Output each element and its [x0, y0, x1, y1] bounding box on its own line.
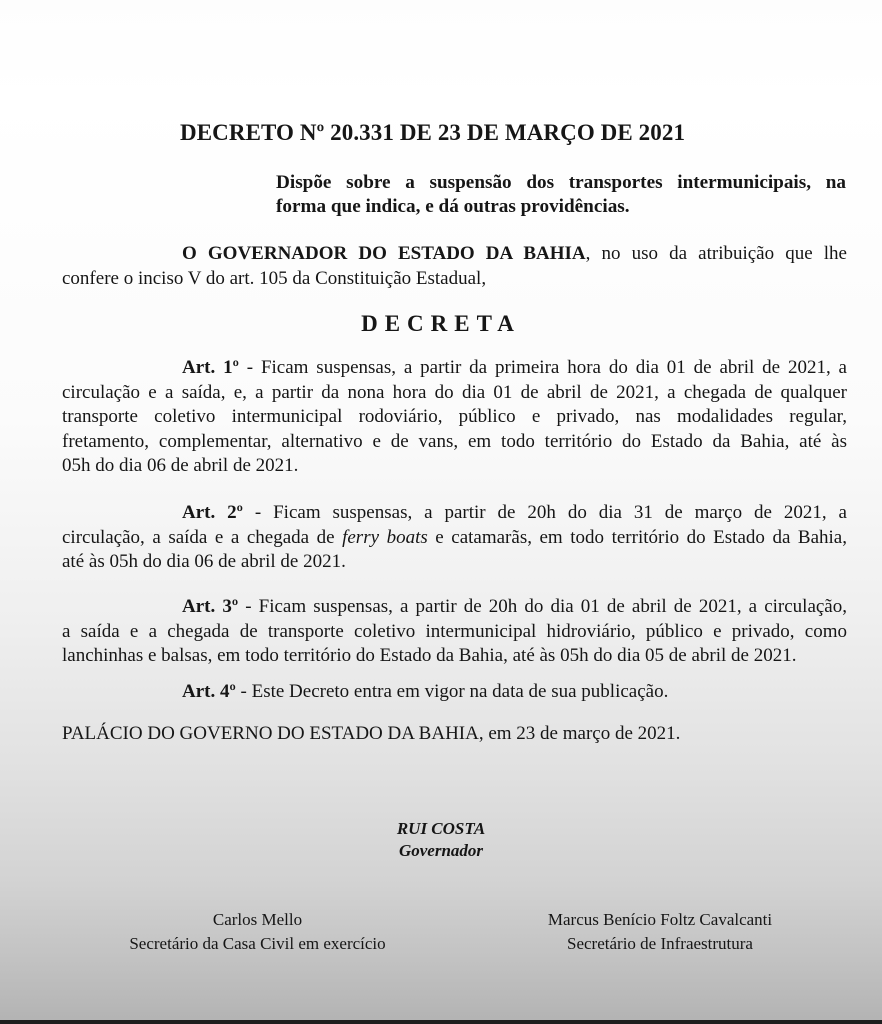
article-2-label: Art. 2º	[182, 502, 243, 523]
governor-signature	[0, 818, 882, 862]
article-3-label: Art. 3º	[182, 596, 239, 617]
article-1-line-3: transporte coletivo intermunicipal rodoviário, público e privado, nas modalidades regular,	[62, 406, 847, 427]
article-4	[62, 680, 847, 705]
decree-summary	[276, 171, 846, 219]
preamble-line-1-rest: , no uso da atribuição que lhe	[585, 243, 847, 264]
article-1-line-2: circulação e a saída, e, a partir da nona hora do dia 01 de abril de 2021, a chegada de qualquer	[62, 381, 847, 403]
article-4-line-1: Art. 4º - Este Decreto entra em vigor na data de sua publicação.	[182, 681, 669, 702]
preamble	[62, 242, 847, 291]
article-1-line-5: 05h do dia 06 de abril de 2021.	[62, 455, 299, 476]
signatory-left-name: Carlos Mello	[212, 910, 303, 929]
article-4-label: Art. 4º	[182, 681, 236, 702]
summary-line-2: forma que indica, e dá outras providências.	[276, 196, 630, 217]
article-2-line-2: circulação, a saída e a chegada de ferry boats e catamarãs, em todo território do Estado da Bahia,	[62, 526, 847, 548]
signatory-left-role: Secretário da Casa Civil em exercício	[129, 934, 386, 953]
signatory-right-name: Marcus Benício Foltz Cavalcanti	[547, 910, 773, 929]
bottom-edge-bar	[0, 1020, 882, 1024]
article-1-label: Art. 1º	[182, 357, 239, 378]
article-2-line-3: até às 05h do dia 06 de abril de 2021.	[62, 551, 346, 572]
preamble-line-1	[62, 242, 847, 267]
ferry-boats-term: ferry boats	[342, 526, 428, 548]
article-1	[62, 356, 847, 479]
closing-statement: PALÁCIO DO GOVERNO DO ESTADO DA BAHIA, em 23 de março de 2021.	[62, 723, 681, 744]
signatory-right-role: Secretário de Infraestrutura	[567, 934, 753, 953]
governor-role: Governador	[398, 841, 484, 860]
article-3-line-1: Art. 3º - Ficam suspensas, a partir de 20h do dia 01 de abril de 2021, a circulação,	[182, 596, 847, 617]
preamble-line-2: confere o inciso V do art. 105 da Constituição Estadual,	[62, 267, 487, 289]
signatory-left	[100, 908, 415, 956]
article-3-line-3: lanchinhas e balsas, em todo território do Estado da Bahia, até às 05h do dia 05 de abril de 2021.	[62, 645, 797, 666]
decree-title: DECRETO Nº 20.331 DE 23 DE MARÇO DE 2021	[180, 120, 686, 145]
signatory-right	[490, 908, 830, 956]
summary-line-1: Dispõe sobre a suspensão dos transportes intermunicipais, na	[276, 172, 846, 193]
article-3	[62, 595, 847, 669]
article-1-line-4: fretamento, complementar, alternativo e de vans, em todo território do Estado da Bahia, até às	[62, 430, 847, 452]
decreta-heading: DECRETA	[361, 311, 521, 336]
article-2-line-1: Art. 2º - Ficam suspensas, a partir de 20h do dia 31 de março de 2021, a	[182, 502, 847, 523]
governor-name: RUI COSTA	[396, 819, 486, 838]
article-3-line-2: a saída e a chegada de transporte coletivo intermunicipal hidroviário, público e privado, como	[62, 620, 847, 642]
authority: O GOVERNADOR DO ESTADO DA BAHIA	[182, 243, 586, 264]
article-1-line-1: Art. 1º - Ficam suspensas, a partir da primeira hora do dia 01 de abril de 2021, a	[182, 357, 847, 378]
article-2	[62, 501, 847, 575]
